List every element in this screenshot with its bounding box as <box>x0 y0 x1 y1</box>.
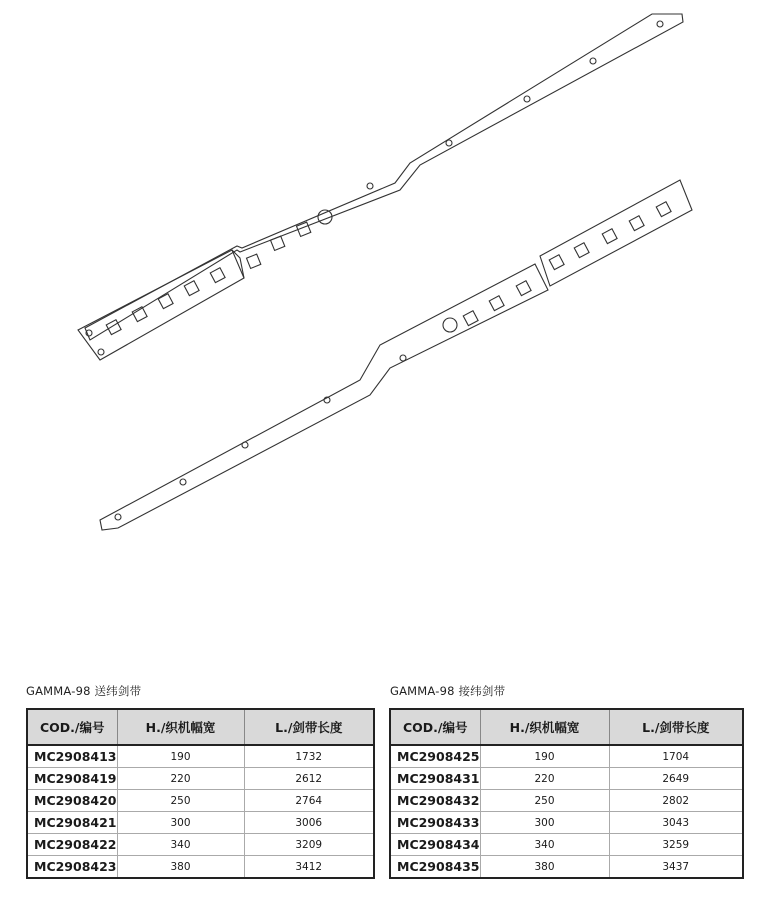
table-row <box>27 768 374 790</box>
column-header-code: COD./编号 <box>27 709 117 745</box>
length-cell: 2612 <box>244 768 374 790</box>
code-cell: MC2908423 <box>34 859 117 874</box>
column-header-code: COD./编号 <box>390 709 480 745</box>
feeding-tape-drawing <box>78 14 683 360</box>
receiving-tape-table <box>389 708 744 879</box>
code-cell: MC2908422 <box>27 834 117 856</box>
table-row <box>27 790 374 812</box>
code-cell: MC2908420 <box>27 790 117 812</box>
code-cell: MC2908413 <box>27 745 117 768</box>
width-cell: 340 <box>480 834 609 856</box>
width-cell: 220 <box>117 768 244 790</box>
length-cell: 3412 <box>244 856 374 879</box>
width-cell: 190 <box>480 745 609 768</box>
width-cell: 300 <box>480 812 609 834</box>
receiving-tape-caption: GAMMA-98 接纬剑带 <box>390 684 506 698</box>
width-cell: 380 <box>117 856 244 879</box>
width-cell: 250 <box>117 790 244 812</box>
width-cell: 380 <box>480 856 609 879</box>
table-row <box>390 834 743 856</box>
length-cell: 3043 <box>609 812 743 834</box>
column-header-length: L./剑带长度 <box>609 709 743 745</box>
feeding-tape-caption: GAMMA-98 送纬剑带 <box>26 684 142 698</box>
table-row <box>390 745 743 768</box>
code-cell: MC2908435 <box>397 859 480 874</box>
table-row <box>27 856 374 879</box>
table-row <box>27 834 374 856</box>
receiving-tape-drawing <box>100 180 692 530</box>
column-header-length: L./剑带长度 <box>244 709 374 745</box>
table-header-row <box>27 709 374 745</box>
code-cell: MC2908425 <box>390 745 480 768</box>
width-cell: 340 <box>117 834 244 856</box>
width-cell: 220 <box>480 768 609 790</box>
table-row <box>27 745 374 768</box>
length-cell: 3259 <box>609 834 743 856</box>
feeding-tape-table <box>26 708 375 879</box>
length-cell: 3437 <box>609 856 743 879</box>
table-row <box>390 856 743 879</box>
length-cell: 3209 <box>244 834 374 856</box>
width-cell: 250 <box>480 790 609 812</box>
code-cell: MC2908434 <box>390 834 480 856</box>
length-cell: 2802 <box>609 790 743 812</box>
width-cell: 190 <box>117 745 244 768</box>
table-row <box>27 812 374 834</box>
table-row <box>390 768 743 790</box>
column-header-width: H./织机幅宽 <box>480 709 609 745</box>
code-cell: MC2908419 <box>27 768 117 790</box>
length-cell: 2649 <box>609 768 743 790</box>
code-cell: MC2908433 <box>390 812 480 834</box>
code-cell: MC2908432 <box>390 790 480 812</box>
table-header-row <box>390 709 743 745</box>
table-row <box>390 812 743 834</box>
length-cell: 2764 <box>244 790 374 812</box>
width-cell: 300 <box>117 812 244 834</box>
length-cell: 3006 <box>244 812 374 834</box>
column-header-width: H./织机幅宽 <box>117 709 244 745</box>
length-cell: 1732 <box>244 745 374 768</box>
length-cell: 1704 <box>609 745 743 768</box>
code-cell: MC2908431 <box>390 768 480 790</box>
table-row <box>390 790 743 812</box>
code-cell: MC2908421 <box>27 812 117 834</box>
